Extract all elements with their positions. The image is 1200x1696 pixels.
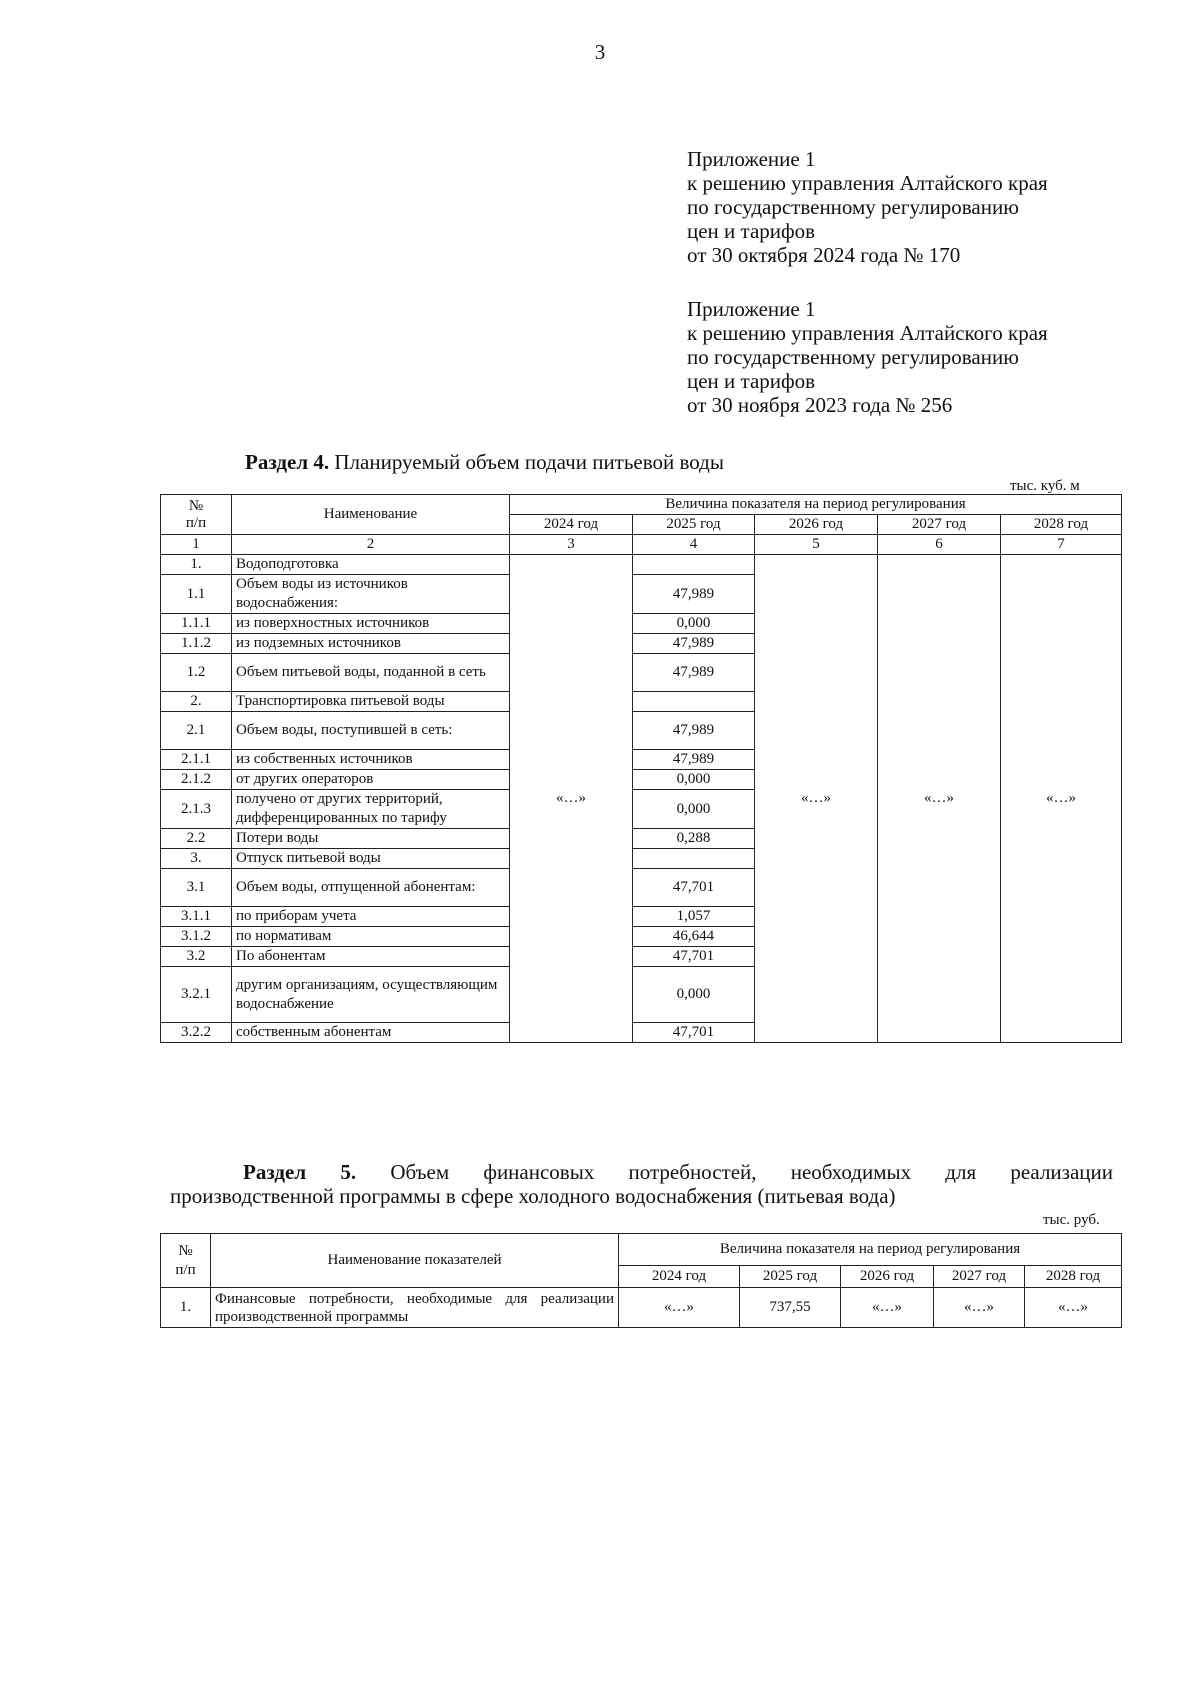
header-name: Наименование показателей bbox=[211, 1234, 619, 1288]
header-year: 2028 год bbox=[1001, 515, 1122, 535]
row-num: 3.2.1 bbox=[161, 967, 232, 1023]
appendix-line: цен и тарифов bbox=[687, 369, 816, 393]
appendix-line: от 30 ноября 2023 года № 256 bbox=[687, 393, 953, 417]
row-value-2025: 0,000 bbox=[633, 967, 755, 1023]
appendix-line: по государственному регулированию bbox=[687, 345, 1019, 369]
row-num: 2.1 bbox=[161, 712, 232, 750]
header-year: 2024 год bbox=[619, 1266, 740, 1288]
header-year: 2026 год bbox=[755, 515, 878, 535]
row-value-2025: 47,989 bbox=[633, 634, 755, 654]
header-num: № п/п bbox=[161, 1234, 211, 1288]
section5-table bbox=[160, 1233, 1122, 1328]
row-value-2025: 737,55 bbox=[740, 1288, 841, 1328]
section5-title bbox=[170, 1160, 1113, 1208]
section4-title-text: Планируемый объем подачи питьевой воды bbox=[329, 450, 724, 474]
row-num: 1. bbox=[161, 555, 232, 575]
row-num: 1.1.2 bbox=[161, 634, 232, 654]
row-value-2025: 47,989 bbox=[633, 654, 755, 692]
row-value-2025: 47,701 bbox=[633, 869, 755, 907]
appendix-line: Приложение 1 bbox=[687, 147, 816, 171]
appendix-line: по государственному регулированию bbox=[687, 195, 1019, 219]
header-year: 2027 год bbox=[934, 1266, 1025, 1288]
row-num: 1.1.1 bbox=[161, 614, 232, 634]
appendix-line: к решению управления Алтайского края bbox=[687, 171, 1048, 195]
row-name: по приборам учета bbox=[232, 907, 510, 927]
row-num: 2.1.1 bbox=[161, 750, 232, 770]
row-num: 1.1 bbox=[161, 575, 232, 614]
row-value-2025: 47,989 bbox=[633, 575, 755, 614]
row-num: 1.2 bbox=[161, 654, 232, 692]
row-name: по нормативам bbox=[232, 927, 510, 947]
row-num: 1. bbox=[161, 1288, 211, 1328]
header-year: 2024 год bbox=[510, 515, 633, 535]
header-year: 2025 год bbox=[740, 1266, 841, 1288]
column-number: 3 bbox=[510, 535, 633, 555]
row-value-2028: «…» bbox=[1025, 1288, 1122, 1328]
row-name: Водоподготовка bbox=[232, 555, 510, 575]
row-name: получено от других территорий, дифференцированных по тарифу bbox=[232, 790, 510, 829]
merged-value-2028: «…» bbox=[1001, 555, 1122, 1043]
header-name: Наименование bbox=[232, 495, 510, 535]
section4-table bbox=[160, 494, 1122, 1043]
section4-unit: тыс. куб. м bbox=[1010, 478, 1080, 494]
row-num: 3.1.1 bbox=[161, 907, 232, 927]
row-name: Потери воды bbox=[232, 829, 510, 849]
row-name: из собственных источников bbox=[232, 750, 510, 770]
table-row bbox=[161, 555, 1122, 575]
appendix-block-current bbox=[687, 147, 1048, 267]
row-value-2025: 47,989 bbox=[633, 712, 755, 750]
column-number: 6 bbox=[878, 535, 1001, 555]
section4-title bbox=[245, 450, 724, 475]
row-value-2025 bbox=[633, 692, 755, 712]
section5-title-text: Объем финансовых потребностей, необходимых для реализации bbox=[356, 1160, 1113, 1184]
row-name: Финансовые потребности, необходимые для реализации производственной программы bbox=[211, 1288, 619, 1328]
column-number: 5 bbox=[755, 535, 878, 555]
row-value-2025: 0,288 bbox=[633, 829, 755, 849]
row-name: Объем воды, отпущенной абонентам: bbox=[232, 869, 510, 907]
row-num: 3.1 bbox=[161, 869, 232, 907]
header-year: 2025 год bbox=[633, 515, 755, 535]
appendix-line: цен и тарифов bbox=[687, 219, 816, 243]
section5-title-line2: производственной программы в сфере холодного водоснабжения (питьевая вода) bbox=[170, 1184, 896, 1208]
row-value-2025: 47,701 bbox=[633, 1023, 755, 1043]
row-value-2027: «…» bbox=[934, 1288, 1025, 1328]
section4-title-bold: Раздел 4. bbox=[245, 450, 330, 474]
row-num: 3.2 bbox=[161, 947, 232, 967]
section5-unit: тыс. руб. bbox=[1043, 1212, 1100, 1228]
row-name: другим организациям, осуществляющим водоснабжение bbox=[232, 967, 510, 1023]
section5-title-bold: Раздел 5. bbox=[243, 1160, 357, 1184]
appendix-line: от 30 октября 2024 года № 170 bbox=[687, 243, 961, 267]
page-number: 3 bbox=[594, 40, 606, 64]
row-name: Отпуск питьевой воды bbox=[232, 849, 510, 869]
row-value-2025 bbox=[633, 555, 755, 575]
row-name: По абонентам bbox=[232, 947, 510, 967]
row-name: Объем питьевой воды, поданной в сеть bbox=[232, 654, 510, 692]
header-year: 2026 год bbox=[841, 1266, 934, 1288]
row-value-2025: 0,000 bbox=[633, 770, 755, 790]
column-number: 2 bbox=[232, 535, 510, 555]
row-name: из подземных источников bbox=[232, 634, 510, 654]
row-name: Объем воды из источников водоснабжения: bbox=[232, 575, 510, 614]
row-value-2025: 47,989 bbox=[633, 750, 755, 770]
row-value-2025: 47,701 bbox=[633, 947, 755, 967]
row-num: 2. bbox=[161, 692, 232, 712]
row-value-2024: «…» bbox=[619, 1288, 740, 1328]
header-period: Величина показателя на период регулирования bbox=[510, 495, 1122, 515]
column-number: 1 bbox=[161, 535, 232, 555]
header-period: Величина показателя на период регулирования bbox=[619, 1234, 1122, 1266]
row-num: 3.2.2 bbox=[161, 1023, 232, 1043]
header-year: 2028 год bbox=[1025, 1266, 1122, 1288]
merged-value-2026: «…» bbox=[755, 555, 878, 1043]
appendix-block-previous bbox=[687, 297, 1048, 417]
row-value-2025: 1,057 bbox=[633, 907, 755, 927]
row-name: из поверхностных источников bbox=[232, 614, 510, 634]
row-value-2026: «…» bbox=[841, 1288, 934, 1328]
row-name: собственным абонентам bbox=[232, 1023, 510, 1043]
row-num: 3. bbox=[161, 849, 232, 869]
row-name: Объем воды, поступившей в сеть: bbox=[232, 712, 510, 750]
column-number: 7 bbox=[1001, 535, 1122, 555]
appendix-line: Приложение 1 bbox=[687, 297, 816, 321]
row-num: 2.2 bbox=[161, 829, 232, 849]
row-value-2025 bbox=[633, 849, 755, 869]
row-value-2025: 0,000 bbox=[633, 790, 755, 829]
appendix-line: к решению управления Алтайского края bbox=[687, 321, 1048, 345]
row-value-2025: 46,644 bbox=[633, 927, 755, 947]
merged-value-2027: «…» bbox=[878, 555, 1001, 1043]
merged-value-2024: «…» bbox=[510, 555, 633, 1043]
table-row bbox=[161, 1288, 1122, 1328]
row-name: от других операторов bbox=[232, 770, 510, 790]
row-num: 2.1.3 bbox=[161, 790, 232, 829]
header-num: № п/п bbox=[161, 495, 232, 535]
row-num: 3.1.2 bbox=[161, 927, 232, 947]
row-value-2025: 0,000 bbox=[633, 614, 755, 634]
header-year: 2027 год bbox=[878, 515, 1001, 535]
column-number: 4 bbox=[633, 535, 755, 555]
row-name: Транспортировка питьевой воды bbox=[232, 692, 510, 712]
row-num: 2.1.2 bbox=[161, 770, 232, 790]
